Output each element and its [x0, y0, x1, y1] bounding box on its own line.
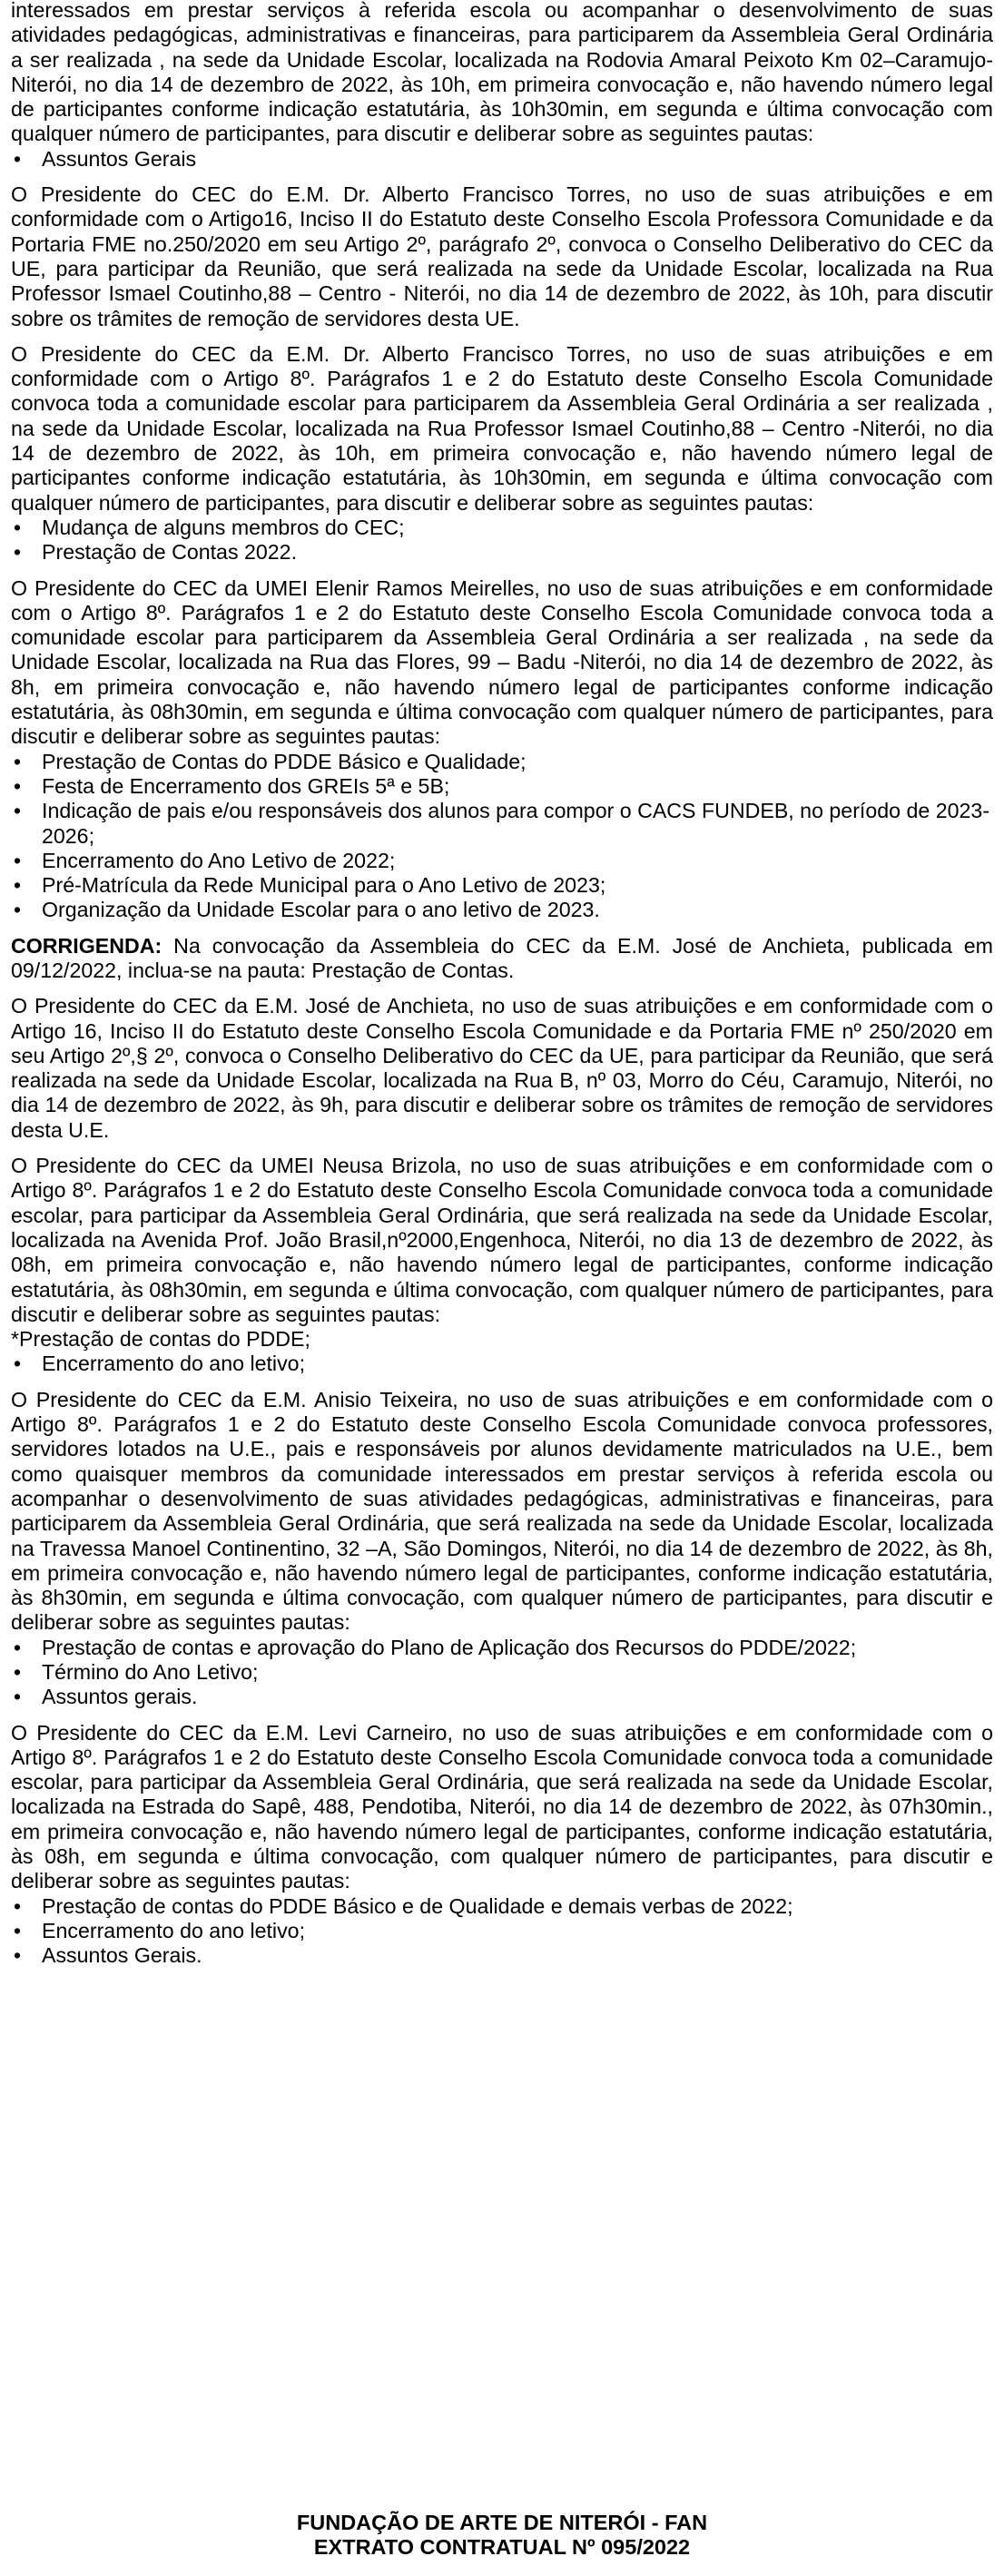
- list-item: • Pré-Matrícula da Rede Municipal para o Ano Letivo de 2023;: [11, 873, 993, 898]
- bullet-list: [11, 147, 993, 172]
- paragraph: O Presidente do CEC da E.M. Levi Carneiro, no uso de suas atribuições e em conformidade com o Artigo 8º. Parágrafos 1 e 2 do Estatuto deste Conselho Escola Comunidade convoca toda a comunidade escolar, para participar da Assembleia Geral Ordinária, que será realizada na sede da Unidade Escolar, localizada na Estrada do Sapê, 488, Pendotiba, Niterói, no dia 14 de dezembro de 2022, às 07h30min., em primeira convocação e, não havendo número legal de participantes, conforme indicação estatutária, às 08h, em segunda e última convocação, com qualquer número de participantes, para discutir e deliberar sobre as seguintes pautas:: [11, 1720, 993, 1893]
- list-item: • Assuntos Gerais: [11, 147, 993, 172]
- corrigenda-text: Na convocação da Assembleia do CEC da E.M. José de Anchieta, publicada em 09/12/2022, inclua-se na pauta: Prestação de Contas.: [11, 933, 993, 982]
- corrigenda-label: CORRIGENDA:: [11, 933, 162, 958]
- bullet-list: [11, 1636, 993, 1710]
- paragraph: O Presidente do CEC da E.M. Dr. Alberto Francisco Torres, no uso de suas atribuições e em conformidade com o Artigo 8º. Parágrafos 1 e 2 do Estatuto deste Conselho Escola Comunidade convoca toda a comunidade escolar para participarem da Assembleia Geral Ordinária a ser realizada , na sede da Unidade Escolar, localizada na Rua Professor Ismael Coutinho,88 – Centro -Niterói, no dia 14 de dezembro de 2022, às 10h, em primeira convocação e, não havendo número legal de participantes conforme indicação estatutária, às 10h30min, em segunda e última convocação com qualquer número de participantes, para discutir e deliberar sobre as seguintes pautas:: [11, 341, 993, 515]
- list-item: • Encerramento do ano letivo;: [11, 1352, 993, 1376]
- list-item: • Mudança de alguns membros do CEC;: [11, 516, 993, 540]
- list-item: • Prestação de contas e aprovação do Plano de Aplicação dos Recursos do PDDE/2022;: [11, 1636, 993, 1660]
- list-item: • Encerramento do Ano Letivo de 2022;: [11, 849, 993, 873]
- paragraph: O Presidente do CEC da UMEI Neusa Brizola, no uso de suas atribuições e em conformidade com o Artigo 8º. Parágrafos 1 e 2 do Estatuto deste Conselho Escola Comunidade convoca toda a comunidade escolar, para participar da Assembleia Geral Ordinária, que será realizada na sede da Unidade Escolar, localizada na Avenida Prof. João Brasil,nº2000,Engenhoca, Niterói, no dia 13 de dezembro de 2022, às 08h, em primeira convocação e, não havendo número legal de participantes, conforme indicação estatutária, às 08h30min, em segunda e última convocação, com qualquer número de participantes, para discutir e deliberar sobre as seguintes pautas:: [11, 1154, 993, 1326]
- bullet-list: [11, 516, 993, 565]
- bullet-list: [11, 1894, 993, 1969]
- paragraph: O Presidente do CEC da E.M. Anisio Teixeira, no uso de suas atribuições e em conformidade com o Artigo 8º. Parágrafos 1 e 2 do Estatuto deste Conselho Escola Comunidade convoca professores, servidores lotados na U.E., pais e responsáveis por alunos devidamente matriculados na U.E., bem como quaisquer membros da comunidade interessados em prestar serviços à referida escola ou acompanhar o desenvolvimento de suas atividades pedagógicas, administrativas e financeiras, para participarem da Assembleia Geral Ordinária, que será realizada na sede da Unidade Escolar, localizada na Travessa Manoel Continentino, 32 –A, São Domingos, Niterói, no dia 14 de dezembro de 2022, às 8h, em primeira convocação e, não havendo número legal de participantes, conforme indicação estatutária, às 8h30min, em segunda e última convocação, com qualquer número de participantes, para discutir e deliberar sobre as seguintes pautas:: [11, 1387, 993, 1635]
- corrigenda-paragraph: [11, 934, 993, 984]
- list-item: • Prestação de Contas 2022.: [11, 540, 993, 565]
- list-item: • Prestação de Contas do PDDE Básico e Qualidade;: [11, 750, 993, 774]
- list-item: • Término do Ano Letivo;: [11, 1660, 993, 1685]
- list-item: • Indicação de pais e/ou responsáveis dos alunos para compor o CACS FUNDEB, no período de 2023-2026;: [11, 799, 993, 849]
- bullet-list: [11, 750, 993, 923]
- footer-title: FUNDAÇÃO DE ARTE DE NITERÓI - FAN: [296, 2511, 708, 2534]
- section-heading: [0, 2511, 1004, 2560]
- list-item: • Assuntos Gerais.: [11, 1943, 993, 1968]
- agenda-note: *Prestação de contas do PDDE;: [11, 1327, 310, 1352]
- list-item: • Prestação de contas do PDDE Básico e de Qualidade e demais verbas de 2022;: [11, 1894, 993, 1919]
- bullet-list: [11, 1352, 993, 1376]
- paragraph: O Presidente do CEC do E.M. Dr. Alberto Francisco Torres, no uso de suas atribuições e em conformidade com o Artigo16, Inciso II do Estatuto deste Conselho Escola Professora Comunidade e da Portaria FME no.250/2020 em seu Artigo 2º, parágrafo 2º, convoca o Conselho Deliberativo do CEC da UE, para participar da Reunião, que será realizada na sede da Unidade Escolar, localizada na Rua Professor Ismael Coutinho,88 – Centro - Niterói, no dia 14 de dezembro de 2022, às 10h, para discutir sobre os trâmites de remoção de servidores desta UE.: [11, 182, 993, 330]
- paragraph: O Presidente do CEC da UMEI Elenir Ramos Meirelles, no uso de suas atribuições e em conformidade com o Artigo 8º. Parágrafos 1 e 2 do Estatuto deste Conselho Escola Comunidade convoca toda a comunidade escolar para participarem da Assembleia Geral Ordinária a ser realizada , na sede da Unidade Escolar, localizada na Rua das Flores, 99 – Badu -Niterói, no dia 14 de dezembro de 2022, às 8h, em primeira convocação e, não havendo número legal de participantes conforme indicação estatutária, às 08h30min, em segunda e última convocação com qualquer número de participantes, para discutir e deliberar sobre as seguintes pautas:: [11, 575, 993, 749]
- list-item: • Festa de Encerramento dos GREIs 5ª e 5B;: [11, 774, 993, 799]
- document-body: [11, 0, 993, 1969]
- list-item: • Organização da Unidade Escolar para o ano letivo de 2023.: [11, 898, 993, 922]
- list-item: • Assuntos gerais.: [11, 1685, 993, 1709]
- paragraph: interessados em prestar serviços à referida escola ou acompanhar o desenvolvimento de suas atividades pedagógicas, administrativas e financeiras, para participarem da Assembleia Geral Ordinária a ser realizada , na sede da Unidade Escolar, localizada na Rodovia Amaral Peixoto Km 02–Caramujo- Niterói, no dia 14 de dezembro de 2022, às 10h, em primeira convocação e, não havendo número legal de participantes conforme indicação estatutária, às 10h30min, em segunda e última convocação com qualquer número de participantes, para discutir e deliberar sobre as seguintes pautas:: [11, 0, 993, 146]
- footer-subtitle: EXTRATO CONTRATUAL Nº 095/2022: [313, 2535, 691, 2559]
- paragraph: O Presidente do CEC da E.M. José de Anchieta, no uso de suas atribuições e em conformidade com o Artigo 16, Inciso II do Estatuto deste Conselho Escola Comunidade e da Portaria FME nº 250/2020 em seu Artigo 2º,§ 2º, convoca o Conselho Deliberativo do CEC da UE, para participar da Reunião, que será realizada na sede da Unidade Escolar, localizada na Rua B, nº 03, Morro do Céu, Caramujo, Niterói, no dia 14 de dezembro de 2022, às 9h, para discutir e deliberar sobre os trâmites de remoção de servidores desta U.E.: [11, 994, 993, 1142]
- list-item: • Encerramento do ano letivo;: [11, 1919, 993, 1943]
